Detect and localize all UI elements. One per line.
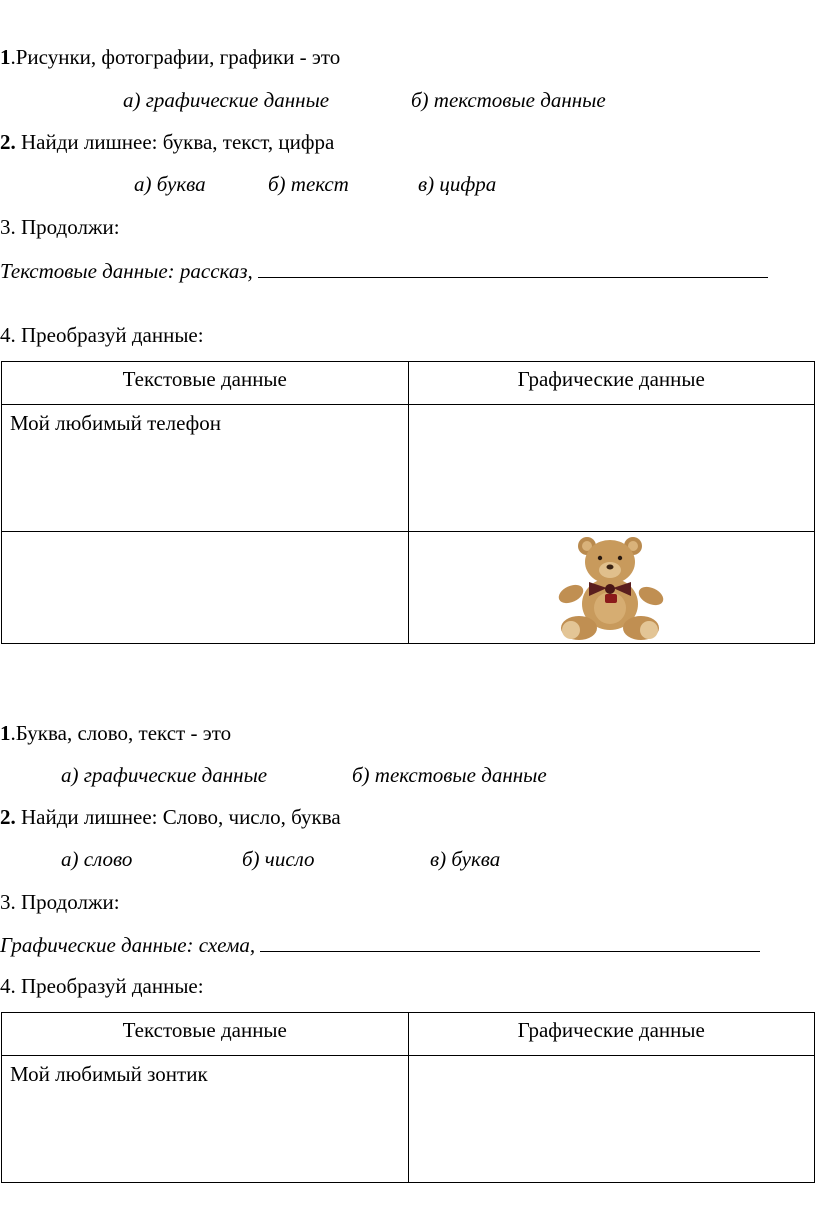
q3-prompt-text: Графические данные: схема, xyxy=(0,933,256,957)
q2-option-a: а) буква xyxy=(134,172,206,196)
q2-option-b: б) число xyxy=(242,847,315,871)
q3-prompt-block1 xyxy=(0,257,768,284)
table-cell-text-empty[interactable] xyxy=(2,532,409,644)
teddy-bear-image xyxy=(549,534,673,642)
q1-option-b: б) текстовые данные xyxy=(411,88,606,112)
table-cell-graphic xyxy=(408,532,815,644)
table-header-graphic: Графические данные xyxy=(408,362,815,405)
q2-number: 2. xyxy=(0,130,16,154)
q2-option-b: б) текст xyxy=(268,172,349,196)
q2-number: 2. xyxy=(0,805,16,829)
q1-text: .Рисунки, фотографии, графики - это xyxy=(10,45,341,69)
table-cell-text: Мой любимый зонтик xyxy=(2,1056,409,1183)
q1-option-b: б) текстовые данные xyxy=(352,763,547,787)
convert-table-1 xyxy=(1,361,815,644)
q2-block1 xyxy=(0,129,334,155)
q4-block1: 4. Преобразуй данные: xyxy=(0,323,204,347)
q1-block1 xyxy=(0,44,340,70)
q4-block2: 4. Преобразуй данные: xyxy=(0,974,204,998)
answer-blank[interactable] xyxy=(258,257,768,278)
table-cell-graphic-empty[interactable] xyxy=(408,405,815,532)
q1-option-a: а) графические данные xyxy=(123,88,330,112)
answer-blank[interactable] xyxy=(260,931,760,952)
q3-block2: 3. Продолжи: xyxy=(0,890,120,914)
table-header-graphic: Графические данные xyxy=(408,1013,815,1056)
q2-text: Найди лишнее: Слово, число, буква xyxy=(15,805,341,829)
q2-option-a: а) слово xyxy=(61,847,133,871)
q2-block2 xyxy=(0,804,341,830)
q2-text: Найди лишнее: буква, текст, цифра xyxy=(15,130,335,154)
q3-prompt-block2 xyxy=(0,931,760,958)
q2-option-c: в) буква xyxy=(430,847,501,871)
table-cell-graphic-empty[interactable] xyxy=(408,1056,815,1183)
q1-block2 xyxy=(0,720,231,746)
convert-table-2 xyxy=(1,1012,815,1183)
q1-text: .Буква, слово, текст - это xyxy=(10,721,232,745)
q1-number: 1 xyxy=(0,45,11,69)
q1-option-a: а) графические данные xyxy=(61,763,268,787)
table-header-text: Текстовые данные xyxy=(2,362,409,405)
q2-option-c: в) цифра xyxy=(418,172,497,196)
table-header-text: Текстовые данные xyxy=(2,1013,409,1056)
q3-block1: 3. Продолжи: xyxy=(0,215,120,239)
q1-number: 1 xyxy=(0,721,11,745)
q3-prompt-text: Текстовые данные: рассказ, xyxy=(0,259,253,283)
table-cell-text: Мой любимый телефон xyxy=(2,405,409,532)
